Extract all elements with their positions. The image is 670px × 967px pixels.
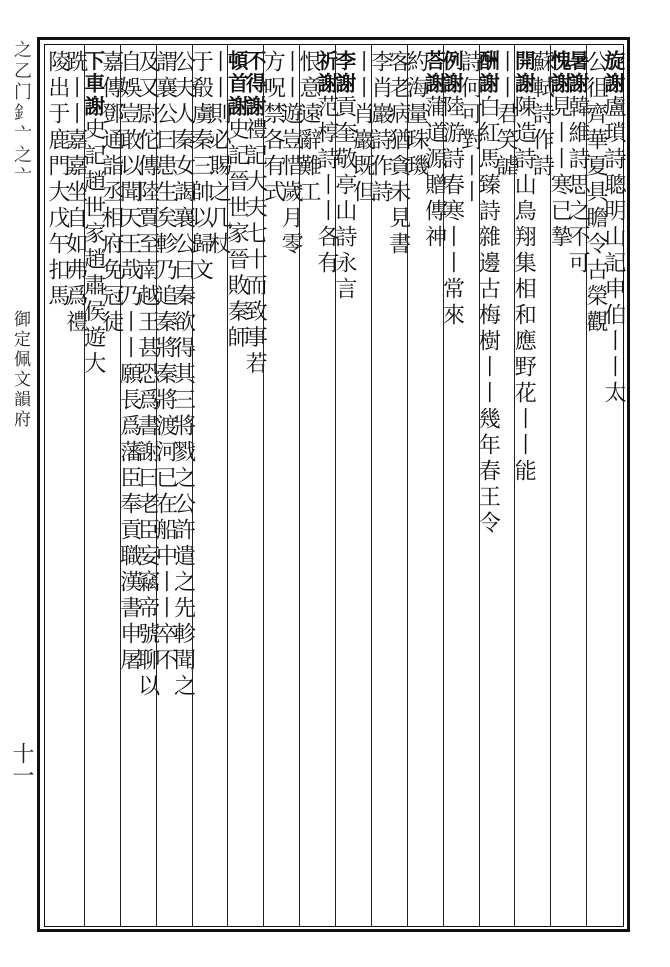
column-rule [407,44,408,927]
column-rule [335,44,336,927]
entry-text: 蒲道源贈傳神 [421,95,447,252]
column-rule [227,44,228,927]
text-column [421,50,447,922]
folio-title: 御定佩文韻府 [10,310,30,430]
column-rule [156,44,157,927]
column-rule [84,44,85,927]
entry-text: 史記趙世家趙肅侯遊大 [80,117,106,378]
entry-text: 陸游詩春寒丨丨常來 [439,95,465,330]
entry-text: 于殽虜秦三帥以歸文 [188,50,214,284]
column-rule [586,44,587,927]
page-number: 十一 [9,742,34,786]
entry-text: 陵出于鹿門大戊午扣馬 [44,50,70,310]
entry-text: 史記晉世家晉敗秦師 [224,117,250,352]
entry-text: 丨丨遊豈惜歲月零 [278,50,304,258]
entry-text: 丨丨肖巖既但 [349,50,375,206]
column-rule [299,44,300,927]
entry-text: 謂襄公曰患生矣軫乃追秦將秦將渡河已在船中丨丨卒不 [152,50,178,674]
entry-text: 范椁詩丨丨各有 [313,95,339,278]
entry-text: 見丨丨寒已摯 [547,95,573,252]
column-rule [192,44,193,927]
entry-text: 及又尉佗傳陸賈至南越王甚恐爲書謝曰老臣妄竊帝號聊以 [134,50,160,700]
entry-text: 約海量珠璣 [403,50,429,180]
entry-text: 李肖巖詩作詩 [367,50,393,206]
entry-text: 白紅馬臻詩雜邊古梅樹丨丨幾年春王令 [475,95,501,538]
column-rule [443,44,444,927]
text-column [44,50,70,922]
column-rule [371,44,372,927]
entry-heading: 愧謝 [547,50,572,96]
entry-text: 貢奎敬亭山詩永言 [331,95,357,304]
entry-heading: 旋謝 [600,50,625,96]
entry-text: 丨丨君笑謔 [493,50,519,180]
entry-text: 陳造詩山鳥翔集相和應野花丨丨能 [511,95,537,486]
margin-fragment: 之乙门釒亠之亠 [11,40,32,187]
entry-heading: 不得謝 [242,50,267,118]
entry-text: 詩何可對丨丨 [457,50,483,206]
entry-text: 禮記大夫七十而致事若 [242,117,268,378]
entry-text: 韓維詩思之不可 [565,95,591,278]
entry-text: 恨意遠辭難工 [295,50,321,206]
column-rule [120,44,121,927]
entry-heading: 祈謝 [313,50,338,96]
column-rule [550,44,551,927]
entry-text: 公徂齊華夏具瞻令古榮觀 [582,50,608,336]
entry-text: 蘇軾詩作詩 [529,50,555,180]
text-column [547,50,573,922]
column-rule [479,44,480,927]
entry-heading: 頓首謝 [224,50,249,118]
entry-heading: 李謝 [331,50,356,96]
entry-text: 客老病猶貪未見書 [385,50,411,258]
entry-text: 公夫人秦女謁襄公曰秦欲得其三將戮之公許遣之先軫聞之 [170,50,196,700]
entry-text: 自娛豈敢以聞天王哉乃丨丨願長爲藩臣奉貢職漢書申屠 [116,50,142,674]
entry-text: 跣丨丨嘉嘉坐自如弗爲禮 [62,50,88,336]
entry-text: 嘉傳鄧通詣丞相府免冠徒 [98,50,124,336]
entry-heading: 荅謝 [421,50,446,96]
entry-heading: 暑謝 [565,50,590,96]
entry-text: 盧瑣詩聰明山記申伯丨丨太 [600,95,626,408]
column-rule [263,44,264,927]
entry-heading: 下車謝 [80,50,105,118]
entry-heading: 例謝 [439,50,464,96]
entry-text: 方呪禁各有式 [260,50,286,206]
entry-text: 丨丨則必賜之几杖 [206,50,232,258]
entry-heading: 酬謝 [475,50,500,96]
text-column [511,50,537,922]
entry-heading: 開謝 [511,50,536,96]
column-rule [514,44,515,927]
